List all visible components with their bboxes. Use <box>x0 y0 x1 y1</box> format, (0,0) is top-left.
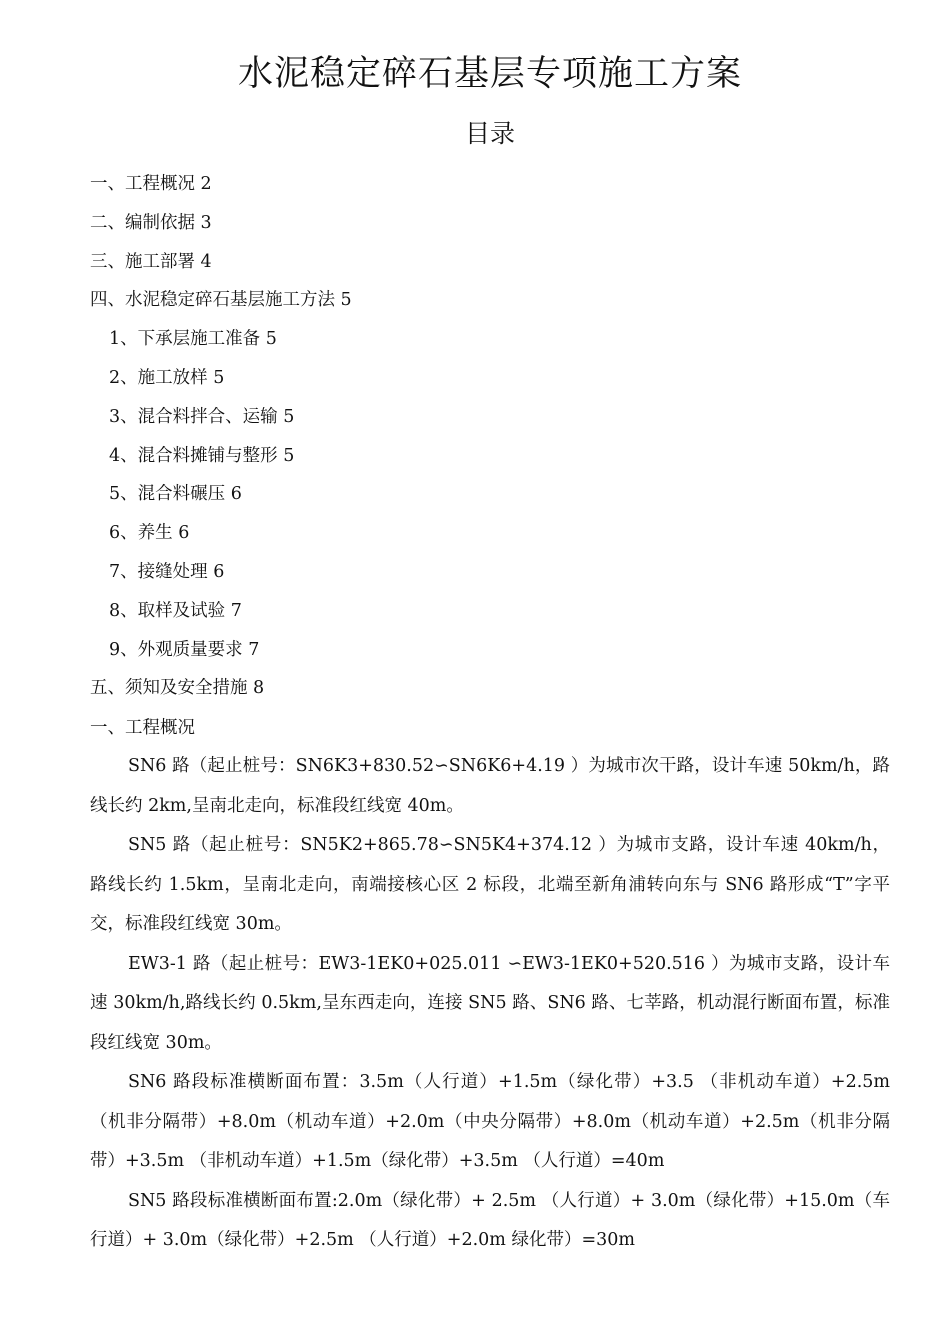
paragraph: EW3-1 路（起止桩号：EW3-1EK0+025.011 ∽EW3-1EK0+520.516 ）为城市支路，设计车速 30km/h,路线长约 0.5km,呈东西走向，连接 SN5 路、SN6 路、七莘路，机动混行断面布置，标准段红线宽 30m。 <box>90 953 890 1053</box>
toc-subitem[interactable]: 1、下承层施工准备 5 <box>109 329 277 350</box>
document-body <box>90 711 890 1261</box>
toc-subitem[interactable]: 7、接缝处理 6 <box>109 561 225 582</box>
toc-subitem[interactable]: 4、混合料摊铺与整形 5 <box>109 445 295 466</box>
document-title: 水泥稳定碎石基层专项施工方案 <box>237 54 742 94</box>
toc-subitem[interactable]: 6、养生 6 <box>109 523 190 544</box>
toc-item[interactable]: 三、施工部署 4 <box>90 251 212 272</box>
toc-item[interactable]: 一、工程概况 2 <box>90 174 212 194</box>
toc-subitem[interactable]: 2、施工放样 5 <box>109 367 225 388</box>
toc-subitem[interactable]: 5、混合料碾压 6 <box>109 484 242 505</box>
paragraph: SN5 路（起止桩号：SN5K2+865.78∽SN5K4+374.12 ）为城市支路，设计车速 40km/h，路线长约 1.5km，呈南北走向，南端接核心区 2 标段，北端至新角浦转向东与 SN6 路形成“T”字平交，标准段红线宽 30m。 <box>90 835 890 934</box>
paragraph: SN6 路段标准横断面布置：3.5m（人行道）+1.5m（绿化带）+3.5 （非机动车道）+2.5m（机非分隔带）+8.0m（机动车道）+2.0m（中央分隔带）+8.0m（机动车道）+2.5m（机非分隔带）+3.5m （非机动车道）+1.5m（绿化带）+3.5m （人行道）=40m <box>90 1072 890 1171</box>
toc-item[interactable]: 二、编制依据 3 <box>90 212 212 233</box>
paragraph: SN6 路（起止桩号：SN6K3+830.52∽SN6K6+4.19 ）为城市次干路，设计车速 50km/h，路线长约 2km,呈南北走向，标准段红线宽 40m。 <box>90 756 890 816</box>
paragraph: SN5 路段标准横断面布置:2.0m（绿化带）+ 2.5m （人行道）+ 3.0m（绿化带）+15.0m（车行道）+ 3.0m（绿化带）+2.5m （人行道）+2.0m 绿化带）=30m <box>90 1190 890 1250</box>
toc-item[interactable]: 四、水泥稳定碎石基层施工方法 5 <box>90 290 352 311</box>
table-of-contents <box>90 167 890 710</box>
toc-subitem[interactable]: 3、混合料拌合、运输 5 <box>109 406 295 427</box>
toc-item[interactable]: 五、须知及安全措施 8 <box>90 678 265 699</box>
toc-subitem[interactable]: 9、外观质量要求 7 <box>109 639 260 660</box>
toc-heading: 目录 <box>464 119 515 148</box>
section-heading: 一、工程概况 <box>90 718 195 738</box>
toc-subitem[interactable]: 8、取样及试验 7 <box>109 600 242 621</box>
